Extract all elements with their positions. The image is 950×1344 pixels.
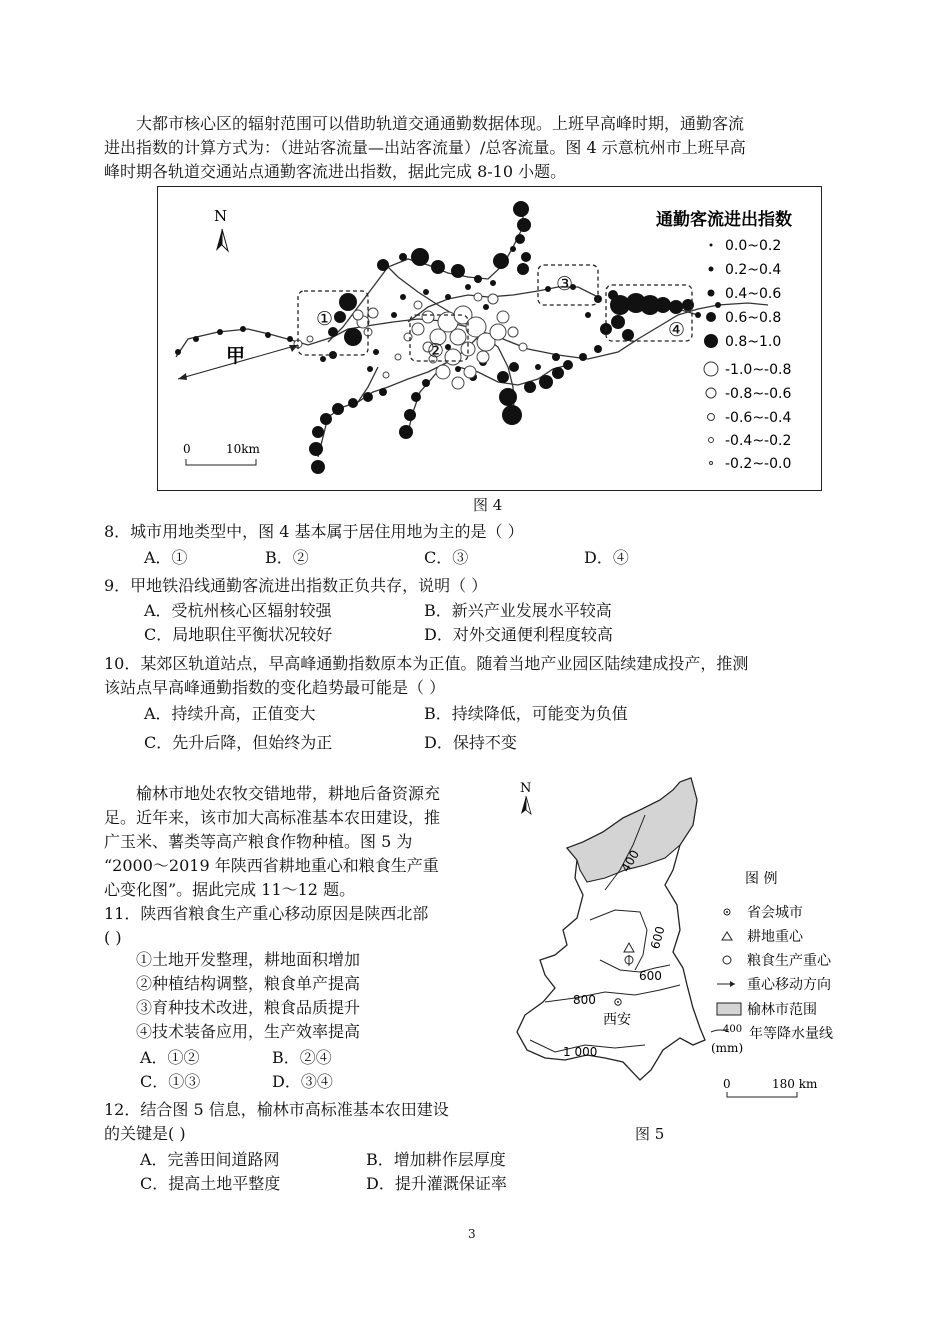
figure-4-caption: 图 4 [473, 496, 503, 514]
q12-option-c: C．提高土地平整度 [140, 1174, 281, 1193]
q12-option-b: B．增加耕作层厚度 [366, 1150, 506, 1169]
svg-text:N: N [520, 781, 532, 796]
q10-stem-line-1: 10．某郊区轨道站点，早高峰通勤指数原本为正值。随着当地产业园区陆续建成投产，推测 [104, 654, 749, 673]
intro2-line-1: 榆林市地处农牧交错地带，耕地后备资源充 [136, 784, 441, 803]
q10-option-d: D．保持不变 [424, 733, 517, 752]
q8-option-d: D．④ [584, 548, 629, 567]
north-arrow-icon [214, 207, 228, 251]
q11-stem-line-2: ( ) [104, 928, 122, 947]
svg-text:0: 0 [723, 1077, 731, 1091]
scale-bar [183, 442, 261, 465]
svg-text:N: N [214, 207, 228, 225]
q11-option-d: D．③④ [272, 1072, 333, 1091]
xian-label: 西安 [603, 1012, 631, 1028]
q9-option-d: D．对外交通便利程度较高 [424, 625, 613, 644]
q12-option-d: D．提升灌溉保证率 [366, 1174, 507, 1193]
q10-option-a: A．持续升高，正值变大 [144, 704, 316, 723]
figure-5-caption: 图 5 [635, 1125, 665, 1143]
region-3-label: ③ [556, 273, 574, 295]
svg-text:-0.4~-0.2: -0.4~-0.2 [725, 433, 792, 449]
svg-text:400: 400 [618, 847, 642, 875]
svg-text:图 例: 图 例 [745, 871, 778, 887]
q8-option-a: A．① [144, 548, 188, 567]
page-number: 3 [468, 1227, 476, 1241]
legend-title: 通勤客流进出指数 [656, 210, 792, 230]
q11-option-c: C．①③ [140, 1072, 201, 1091]
q11-stem-line-1: 11．陕西省粮食生产重心移动原因是陕西北部 [104, 904, 429, 923]
svg-text:-1.0~-0.8: -1.0~-0.8 [725, 362, 792, 378]
svg-text:0.2~0.4: 0.2~0.4 [725, 262, 782, 278]
intro-line-2: 进出指数的计算方式为：（进站客流量—出站客流量）/总客流量。图 4 示意杭州市上班早高 [104, 138, 746, 157]
q9-option-a: A．受杭州核心区辐射较强 [144, 601, 332, 620]
q9-option-b: B．新兴产业发展水平较高 [424, 601, 612, 620]
intro2-line-5: 心变化图”。据此完成 11～12 题。 [104, 880, 356, 899]
svg-text:-0.2~-0.0: -0.2~-0.0 [725, 456, 792, 472]
q11-statement-1: ①土地开发整理，耕地面积增加 [136, 950, 361, 969]
svg-text:0.4~0.6: 0.4~0.6 [725, 286, 782, 302]
intro-paragraph [104, 112, 849, 184]
svg-text:0.0~0.2: 0.0~0.2 [725, 238, 782, 254]
intro-line-3: 峰时期各轨道交通站点通勤客流进出指数，据此完成 8-10 小题。 [104, 162, 567, 181]
svg-text:600: 600 [639, 969, 662, 983]
figure-5-svg [505, 770, 865, 1100]
svg-text:180 km: 180 km [772, 1077, 818, 1091]
figure-4-map [157, 186, 822, 491]
svg-text:0.6~0.8: 0.6~0.8 [725, 310, 782, 326]
q9-option-c: C．局地职住平衡状况较好 [144, 625, 333, 644]
region-4-label: ④ [668, 319, 686, 341]
q11-option-b: B．②④ [272, 1048, 332, 1067]
q8-stem: 8．城市用地类型中，图 4 基本属于居住用地为主的是（ ） [104, 522, 524, 541]
positive-stations [175, 201, 721, 474]
svg-text:1 000: 1 000 [563, 1045, 598, 1059]
legend-cropland-centroid: 耕地重心 [747, 929, 803, 945]
svg-text:800: 800 [573, 993, 596, 1007]
svg-text:(mm): (mm) [711, 1041, 744, 1055]
legend-capital: 省会城市 [747, 905, 803, 921]
jia-span [178, 345, 298, 380]
north-arrow-icon [520, 781, 531, 814]
q8-option-b: B．② [265, 548, 309, 567]
legend-grain-centroid: 粮食生产重心 [747, 953, 831, 969]
svg-text:0.8~1.0: 0.8~1.0 [725, 334, 782, 350]
region-1-label: ① [316, 308, 334, 330]
figure-5-map [505, 770, 865, 1100]
svg-text:400: 400 [723, 1024, 743, 1035]
intro2-line-2: 足。近年来，该市加大高标准基本农田建设，推 [104, 808, 441, 827]
legend-isohyet: 年等降水量线 [749, 1026, 833, 1042]
q8-option-c: C．③ [424, 548, 469, 567]
svg-text:-0.6~-0.4: -0.6~-0.4 [725, 410, 792, 426]
q10-option-c: C．先升后降，但始终为正 [144, 733, 333, 752]
q11-statement-3: ③育种技术改进，粮食品质提升 [136, 998, 361, 1017]
q11-statement-4: ④技术装备应用，生产效率提高 [136, 1022, 361, 1041]
legend-yulin: 榆林市范围 [747, 1002, 817, 1018]
q10-option-b: B．持续降低，可能变为负值 [424, 704, 628, 723]
q10-stem-line-2: 该站点早高峰通勤指数的变化趋势最可能是（ ） [104, 678, 446, 697]
q9-stem: 9．甲地铁沿线通勤客流进出指数正负共存，说明（ ） [104, 576, 488, 595]
legend-movement: 重心移动方向 [747, 977, 831, 993]
q12-stem-line-1: 12．结合图 5 信息，榆林市高标准基本农田建设 [104, 1100, 449, 1119]
region-2-label: ② [427, 340, 445, 362]
figure-4-svg [158, 187, 821, 490]
svg-text:0: 0 [183, 442, 191, 456]
svg-text:-0.8~-0.6: -0.8~-0.6 [725, 386, 792, 402]
intro2-line-4: “2000～2019 年陕西省耕地重心和粮食生产重 [104, 856, 439, 875]
fig5-legend [711, 871, 833, 1097]
intro-line-1: 大都市核心区的辐射范围可以借助轨道交通通勤数据体现。上班早高峰时期，通勤客流 [136, 114, 745, 133]
svg-text:10km: 10km [226, 442, 260, 456]
intro2-line-3: 广玉米、薯类等高产粮食作物种植。图 5 为 [104, 832, 413, 851]
q12-option-a: A．完善田间道路网 [140, 1150, 280, 1169]
q11-statement-2: ②种植结构调整，粮食单产提高 [136, 974, 361, 993]
svg-text:600: 600 [648, 924, 668, 951]
jia-label: 甲 [226, 345, 246, 367]
q11-option-a: A．①② [140, 1048, 200, 1067]
q12-stem-line-2: 的关键是( ) [104, 1124, 186, 1143]
